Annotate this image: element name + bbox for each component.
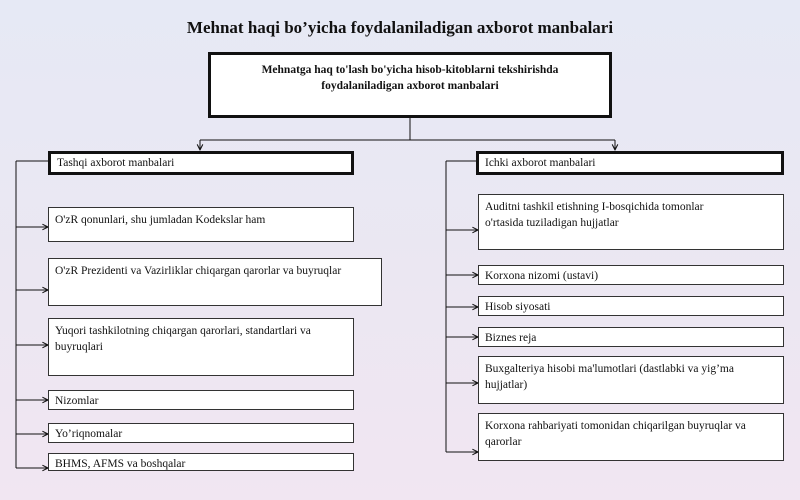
left-header: Tashqi axborot manbalari bbox=[48, 151, 354, 175]
page-title: Mehnat haqi bo’yicha foydalaniladigan axborot manbalari bbox=[186, 18, 614, 37]
left-item-instructions: Yo’riqnomalar bbox=[48, 423, 354, 443]
left-item-standards-bhms: BHMS, AFMS va boshqalar bbox=[48, 453, 354, 471]
right-item-charter: Korxona nizomi (ustavi) bbox=[478, 265, 784, 285]
right-header: Ichki axborot manbalari bbox=[476, 151, 784, 175]
right-item-management-orders: Korxona rahbariyati tomonidan chiqarilgan buyruqlar va qarorlar bbox=[478, 413, 784, 461]
right-item-business-plan: Biznes reja bbox=[478, 327, 784, 347]
left-item-laws: O'zR qonunlari, shu jumladan Kodekslar ham bbox=[48, 207, 354, 242]
left-item-standards: Yuqori tashkilotning chiqargan qarorlari, standartlari va buyruqlari bbox=[48, 318, 354, 376]
left-item-decrees: O'zR Prezidenti va Vazirliklar chiqargan qarorlar va buyruqlar bbox=[48, 258, 382, 306]
left-item-regulations: Nizomlar bbox=[48, 390, 354, 410]
root-node: Mehnatga haq to'lash bo'yicha hisob-kitoblarni tekshirishda foydalaniladigan axborot manbalari bbox=[208, 52, 612, 118]
right-item-accounting-policy: Hisob siyosati bbox=[478, 296, 784, 316]
right-item-accounting-data: Buxgalteriya hisobi ma'lumotlari (dastlabki va yig’ma hujjatlar) bbox=[478, 356, 784, 404]
right-item-audit-docs: Auditni tashkil etishning I-bosqichida tomonlar o'rtasida tuziladigan hujjatlar bbox=[478, 194, 784, 250]
